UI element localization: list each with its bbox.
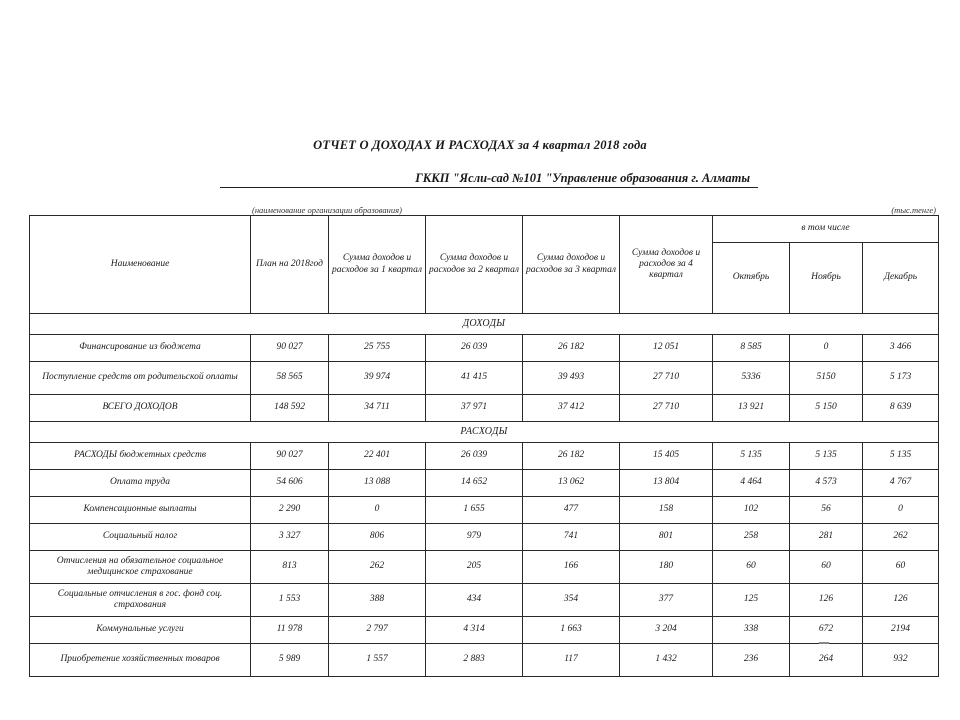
cell-oct: 60 bbox=[713, 551, 790, 584]
cell-q1: 262 bbox=[329, 551, 426, 584]
cell-q4: 27 710 bbox=[620, 395, 713, 422]
cell-q2: 26 039 bbox=[426, 443, 523, 470]
cell-q1: 34 711 bbox=[329, 395, 426, 422]
section-row-expense bbox=[30, 422, 939, 443]
section-title-income: ДОХОДЫ bbox=[30, 314, 939, 335]
cell-q2: 434 bbox=[426, 584, 523, 617]
cell-nov: 5 150 bbox=[790, 395, 863, 422]
cell-q3: 26 182 bbox=[523, 335, 620, 362]
cell-q1: 25 755 bbox=[329, 335, 426, 362]
col-header-including: в том числе bbox=[713, 216, 939, 243]
cell-dec: 4 767 bbox=[863, 470, 939, 497]
cell-q3: 117 bbox=[523, 644, 620, 677]
cell-oct: 338 bbox=[713, 617, 790, 644]
cell-q2: 1 655 bbox=[426, 497, 523, 524]
col-header-q1: Сумма доходов и расходов за 1 квартал bbox=[329, 216, 426, 314]
row-name: Приобретение хозяйственных товаров bbox=[30, 644, 251, 677]
table-row bbox=[30, 335, 939, 362]
cell-q4: 15 405 bbox=[620, 443, 713, 470]
cell-q3: 1 663 bbox=[523, 617, 620, 644]
cell-q2: 14 652 bbox=[426, 470, 523, 497]
cell-plan: 54 606 bbox=[251, 470, 329, 497]
cell-q3: 39 493 bbox=[523, 362, 620, 395]
report-title: ОТЧЕТ О ДОХОДАХ И РАСХОДАХ за 4 квартал 2018 года bbox=[313, 138, 647, 152]
col-header-oct: Октябрь bbox=[713, 243, 790, 314]
cell-q2: 37 971 bbox=[426, 395, 523, 422]
row-name: Социальный налог bbox=[30, 524, 251, 551]
cell-nov: 264 bbox=[790, 644, 863, 677]
cell-plan: 11 978 bbox=[251, 617, 329, 644]
cell-plan: 90 027 bbox=[251, 335, 329, 362]
cell-q4: 158 bbox=[620, 497, 713, 524]
cell-nov: 672 bbox=[790, 617, 863, 644]
cell-plan: 3 327 bbox=[251, 524, 329, 551]
row-name: РАСХОДЫ бюджетных средств bbox=[30, 443, 251, 470]
cell-oct: 236 bbox=[713, 644, 790, 677]
cell-plan: 813 bbox=[251, 551, 329, 584]
cell-nov: 60 bbox=[790, 551, 863, 584]
cell-oct: 102 bbox=[713, 497, 790, 524]
cell-q2: 979 bbox=[426, 524, 523, 551]
table-row bbox=[30, 617, 939, 644]
table-row bbox=[30, 497, 939, 524]
cell-plan: 148 592 bbox=[251, 395, 329, 422]
row-name: Оплата труда bbox=[30, 470, 251, 497]
col-header-q2: Сумма доходов и расходов за 2 квартал bbox=[426, 216, 523, 314]
table-row bbox=[30, 644, 939, 677]
col-header-nov: Ноябрь bbox=[790, 243, 863, 314]
cell-oct: 5 135 bbox=[713, 443, 790, 470]
col-header-q4: Сумма доходов и расходов за 4 квартал bbox=[620, 216, 713, 314]
income-expense-table bbox=[29, 215, 939, 677]
cell-nov: 5 135 bbox=[790, 443, 863, 470]
row-name: Компенсационные выплаты bbox=[30, 497, 251, 524]
row-name: Коммунальные услуги bbox=[30, 617, 251, 644]
cell-oct: 5336 bbox=[713, 362, 790, 395]
cell-q3: 13 062 bbox=[523, 470, 620, 497]
cell-q4: 3 204 bbox=[620, 617, 713, 644]
cell-q4: 377 bbox=[620, 584, 713, 617]
section-title-expense: РАСХОДЫ bbox=[30, 422, 939, 443]
cell-q1: 13 088 bbox=[329, 470, 426, 497]
cell-dec: 262 bbox=[863, 524, 939, 551]
cell-q2: 4 314 bbox=[426, 617, 523, 644]
cell-q2: 41 415 bbox=[426, 362, 523, 395]
cell-dec: 5 135 bbox=[863, 443, 939, 470]
cell-oct: 13 921 bbox=[713, 395, 790, 422]
cell-q2: 205 bbox=[426, 551, 523, 584]
cell-q1: 806 bbox=[329, 524, 426, 551]
table-row bbox=[30, 362, 939, 395]
cell-q2: 26 039 bbox=[426, 335, 523, 362]
cell-q3: 741 bbox=[523, 524, 620, 551]
cell-dec: 5 173 bbox=[863, 362, 939, 395]
cell-dec: 2194 bbox=[863, 617, 939, 644]
cell-plan: 58 565 bbox=[251, 362, 329, 395]
table-row bbox=[30, 584, 939, 617]
cell-q1: 388 bbox=[329, 584, 426, 617]
cell-nov: 126 bbox=[790, 584, 863, 617]
cell-q3: 166 bbox=[523, 551, 620, 584]
cell-q3: 26 182 bbox=[523, 443, 620, 470]
cell-nov: 0 bbox=[790, 335, 863, 362]
col-header-plan: План на 2018год bbox=[251, 216, 329, 314]
cell-q1: 22 401 bbox=[329, 443, 426, 470]
table-row bbox=[30, 470, 939, 497]
cell-oct: 125 bbox=[713, 584, 790, 617]
cell-plan: 1 553 bbox=[251, 584, 329, 617]
cell-dec: 8 639 bbox=[863, 395, 939, 422]
cell-q4: 180 bbox=[620, 551, 713, 584]
cell-nov: 281 bbox=[790, 524, 863, 551]
cell-nov: 4 573 bbox=[790, 470, 863, 497]
cell-q1: 39 974 bbox=[329, 362, 426, 395]
table-row-total bbox=[30, 395, 939, 422]
cell-q1: 2 797 bbox=[329, 617, 426, 644]
cell-plan: 2 290 bbox=[251, 497, 329, 524]
cell-nov: 56 bbox=[790, 497, 863, 524]
cell-oct: 8 585 bbox=[713, 335, 790, 362]
organization-caption: (наименование организации образования) bbox=[252, 205, 402, 215]
table-row bbox=[30, 443, 939, 470]
unit-caption: (тыс.тенге) bbox=[891, 205, 936, 215]
section-row-income bbox=[30, 314, 939, 335]
cell-q3: 37 412 bbox=[523, 395, 620, 422]
table-row bbox=[30, 551, 939, 584]
cell-oct: 258 bbox=[713, 524, 790, 551]
cell-q4: 801 bbox=[620, 524, 713, 551]
cell-dec: 60 bbox=[863, 551, 939, 584]
table-row bbox=[30, 524, 939, 551]
cell-q3: 477 bbox=[523, 497, 620, 524]
organization-name: ГККП "Ясли-сад №101 "Управление образования г. Алматы bbox=[220, 171, 758, 188]
cell-q4: 1 432 bbox=[620, 644, 713, 677]
cell-q4: 27 710 bbox=[620, 362, 713, 395]
cell-q4: 12 051 bbox=[620, 335, 713, 362]
col-header-name: Наименование bbox=[30, 216, 251, 314]
cell-q2: 2 883 bbox=[426, 644, 523, 677]
cell-nov: 5150 bbox=[790, 362, 863, 395]
row-name: ВСЕГО ДОХОДОВ bbox=[30, 395, 251, 422]
cell-q1: 0 bbox=[329, 497, 426, 524]
cell-oct: 4 464 bbox=[713, 470, 790, 497]
cell-q4: 13 804 bbox=[620, 470, 713, 497]
row-name: Социальные отчисления в гос. фонд соц. страхования bbox=[30, 584, 251, 617]
row-name: Отчисления на обязательное социальное медицинское страхование bbox=[30, 551, 251, 584]
col-header-q3: Сумма доходов и расходов за 3 квартал bbox=[523, 216, 620, 314]
row-name: Финансирование из бюджета bbox=[30, 335, 251, 362]
row-name: Поступление средств от родительской оплаты bbox=[30, 362, 251, 395]
cell-dec: 0 bbox=[863, 497, 939, 524]
header-row bbox=[30, 216, 939, 243]
scan-speck bbox=[819, 642, 829, 644]
cell-dec: 932 bbox=[863, 644, 939, 677]
cell-q1: 1 557 bbox=[329, 644, 426, 677]
col-header-dec: Декабрь bbox=[863, 243, 939, 314]
cell-dec: 3 466 bbox=[863, 335, 939, 362]
cell-plan: 90 027 bbox=[251, 443, 329, 470]
cell-dec: 126 bbox=[863, 584, 939, 617]
cell-q3: 354 bbox=[523, 584, 620, 617]
cell-plan: 5 989 bbox=[251, 644, 329, 677]
